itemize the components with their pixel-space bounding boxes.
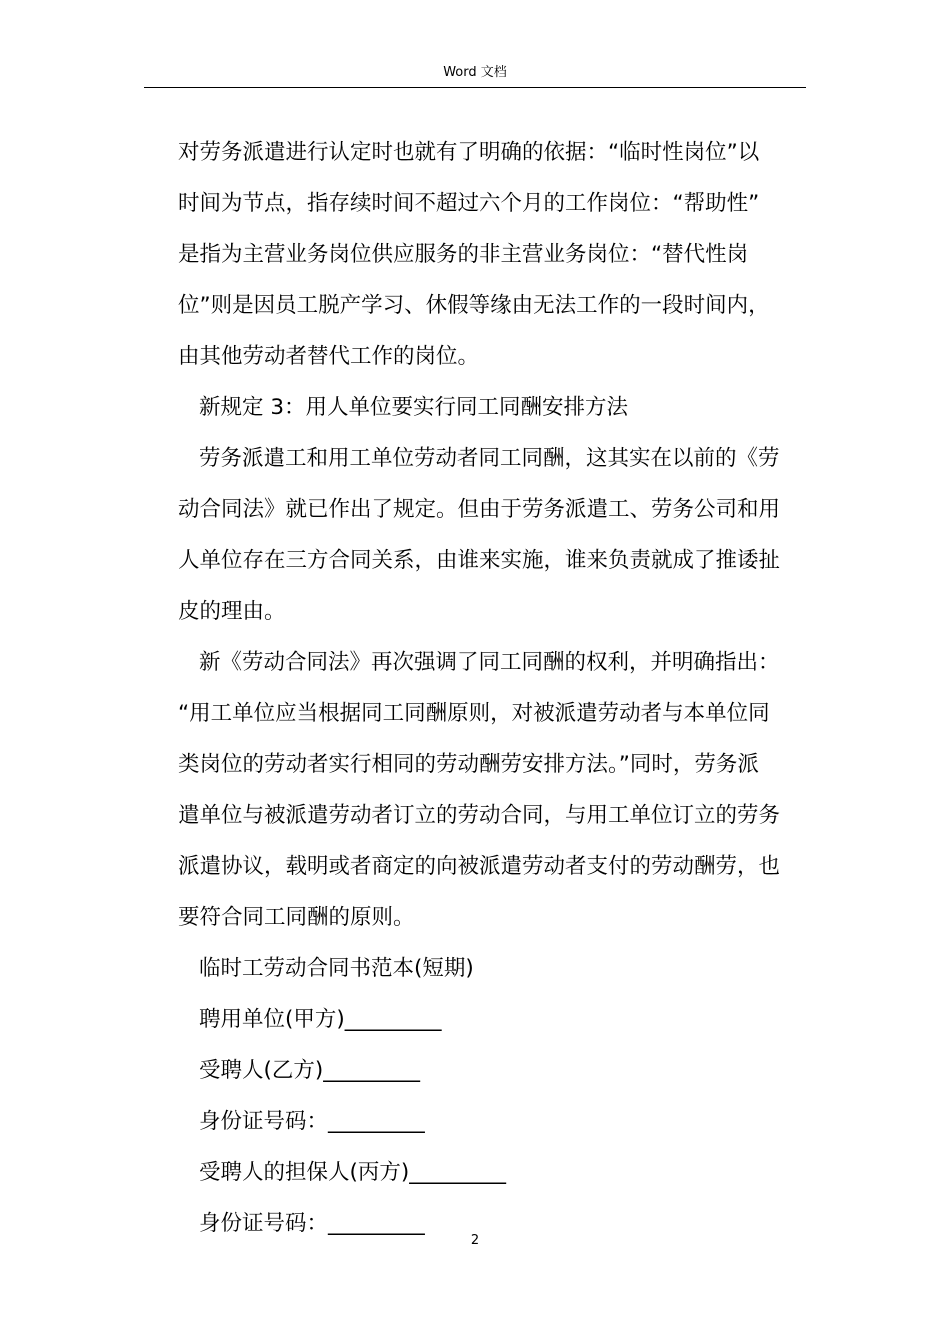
text-line: 要符合同工同酬的原则。 — [178, 905, 415, 930]
text-line: 动合同法》就已作出了规定。但由于劳务派遣工、劳务公司和用 — [178, 497, 781, 522]
text-line: 新《劳动合同法》再次强调了同工同酬的权利，并明确指出： — [199, 650, 780, 675]
text-line: 是指为主营业务岗位供应服务的非主营业务岗位：“替代性岗 — [178, 242, 749, 267]
section-heading: 新规定 3：用人单位要实行同工同酬安排方法 — [199, 395, 629, 420]
text-line: 时间为节点，指存续时间不超过六个月的工作岗位：“帮助性” — [178, 191, 760, 216]
text-line: 对劳务派遣进行认定时也就有了明确的依据：“临时性岗位”以 — [178, 140, 760, 165]
form-field-employer: 聘用单位(甲方)_________ — [199, 1007, 442, 1032]
text-line: 类岗位的劳动者实行相同的劳动酬劳安排方法。”同时，劳务派 — [178, 752, 759, 777]
text-line: 劳务派遣工和用工单位劳动者同工同酬，这其实在以前的《劳 — [199, 446, 780, 471]
page-number-label: 2 — [470, 1233, 480, 1248]
text-line: 派遣协议，载明或者商定的向被派遣劳动者支付的劳动酬劳，也 — [178, 854, 781, 879]
form-field-employee: 受聘人(乙方)_________ — [199, 1058, 421, 1083]
text-line: 由其他劳动者替代工作的岗位。 — [178, 344, 480, 369]
page-header — [0, 64, 950, 82]
document-body — [178, 127, 804, 1249]
text-line: 遣单位与被派遣劳动者订立的劳动合同，与用工单位订立的劳务 — [178, 803, 781, 828]
header-title: Word 文档 — [443, 65, 507, 80]
text-line: “用工单位应当根据同工同酬原则，对被派遣劳动者与本单位同 — [178, 701, 770, 726]
text-line: 位”则是因员工脱产学习、休假等缘由无法工作的一段时间内， — [178, 293, 770, 318]
contract-title: 临时工劳动合同书范本(短期) — [199, 956, 474, 981]
form-field-guarantor: 受聘人的担保人(丙方)_________ — [199, 1160, 507, 1185]
form-field-guarantor-id-number: 身份证号码：_________ — [199, 1211, 425, 1236]
header-divider — [144, 87, 806, 88]
text-line: 皮的理由。 — [178, 599, 286, 624]
form-field-id-number: 身份证号码：_________ — [199, 1109, 425, 1134]
text-line: 人单位存在三方合同关系，由谁来实施，谁来负责就成了推诿扯 — [178, 548, 781, 573]
page-number — [0, 1232, 950, 1250]
